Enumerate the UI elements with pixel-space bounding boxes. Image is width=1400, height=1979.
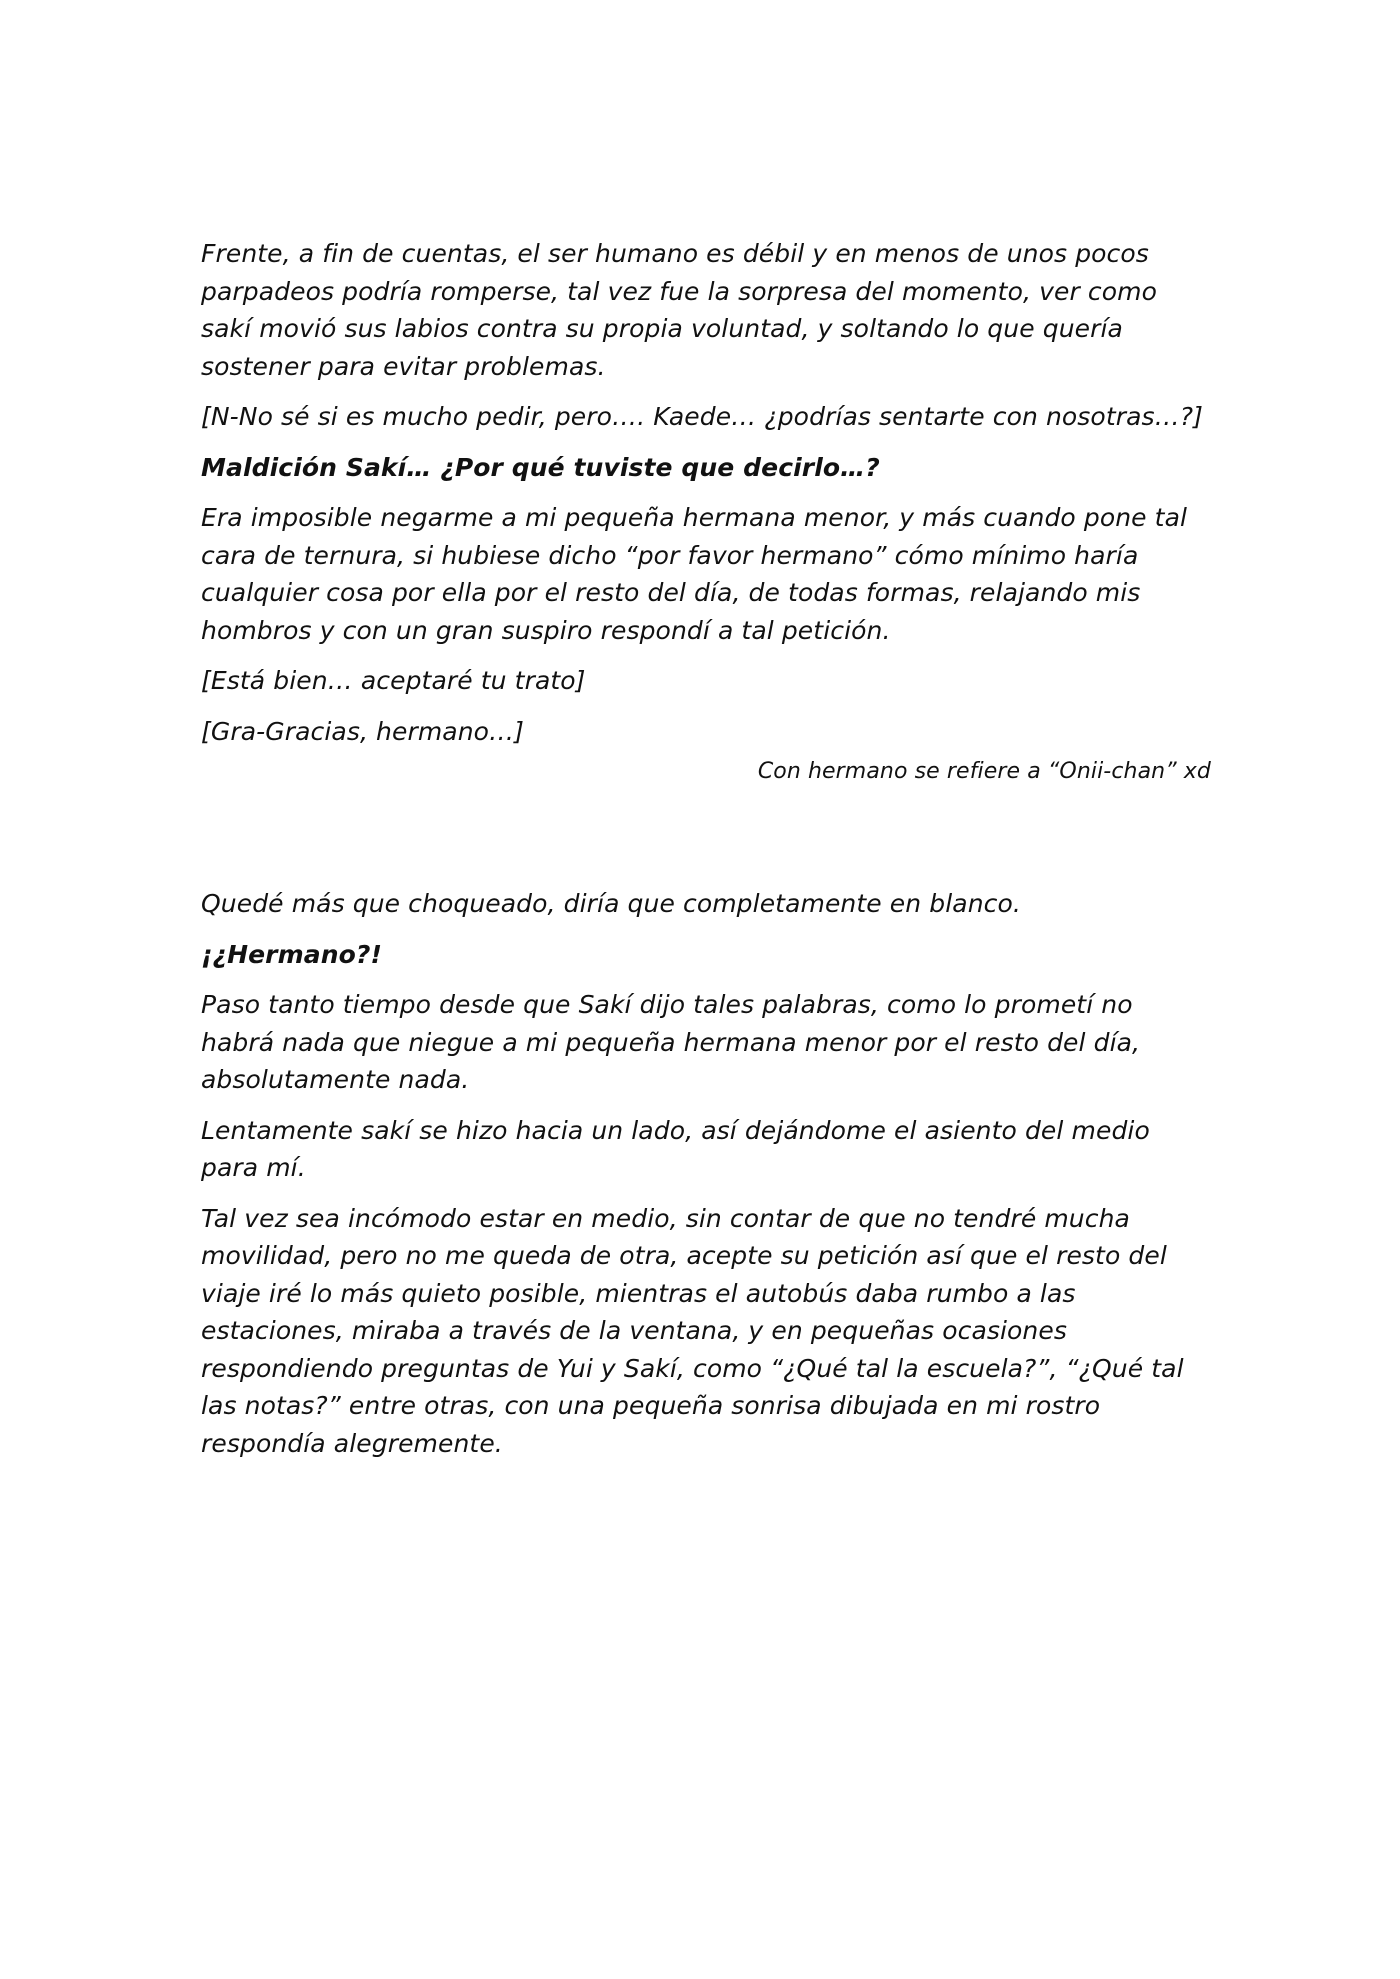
inner-thought-line: Maldición Sakí… ¿Por qué tuviste que decirlo…?	[201, 452, 880, 482]
narration-paragraph: Lentamente sakí se hizo hacia un lado, así dejándome el asiento del medio para mí.	[201, 1115, 1150, 1182]
exclamation-line: ¡¿Hermano?!	[201, 939, 383, 969]
narration-paragraph: Tal vez sea incómodo estar en medio, sin contar de que no tendré mucha movilidad, pero no me queda de otra, acepte su petición así que el resto del viaje iré lo más quieto posible, mientras el autobús daba rumbo a las estaciones, miraba a través de la ventana, y en pequeñas ocasiones respondiendo preguntas de Yui y Sakí, como “¿Qué tal la escuela?”, “¿Qué tal las notas?” entre otras, con una pequeña sonrisa dibujada en mi rostro respondía alegremente.	[201, 1203, 1184, 1458]
text-section-1	[201, 235, 1211, 800]
dialogue-line: [Gra-Gracias, hermano…]	[201, 716, 525, 746]
text-section-2	[201, 885, 1211, 1475]
narration-paragraph: Quedé más que choqueado, diría que completamente en blanco.	[201, 889, 1021, 918]
dialogue-line: [N-No sé si es mucho pedir, pero…. Kaede… ¿podrías sentarte con nosotras…?]	[201, 402, 1203, 431]
dialogue-line: [Está bien… aceptaré tu trato]	[201, 666, 586, 695]
narration-paragraph: Era imposible negarme a mi pequeña hermana menor, y más cuando pone tal cara de ternura, si hubiese dicho “por favor hermano” cómo mínimo haría cualquier cosa por ella por el resto del día, de todas formas, relajando mis hombros y con un gran suspiro respondí a tal petición.	[201, 503, 1188, 645]
narration-paragraph: Frente, a fin de cuentas, el ser humano es débil y en menos de unos pocos parpadeos podría romperse, tal vez fue la sorpresa del momento, ver como sakí movió sus labios contra su propia voluntad, y soltando lo que quería sostener para evitar problemas.	[201, 239, 1157, 381]
translator-note: Con hermano se refiere a “Onii-chan” xd	[757, 759, 1211, 784]
narration-paragraph: Paso tanto tiempo desde que Sakí dijo tales palabras, como lo prometí no habrá nada que niegue a mi pequeña hermana menor por el resto del día, absolutamente nada.	[201, 990, 1141, 1094]
